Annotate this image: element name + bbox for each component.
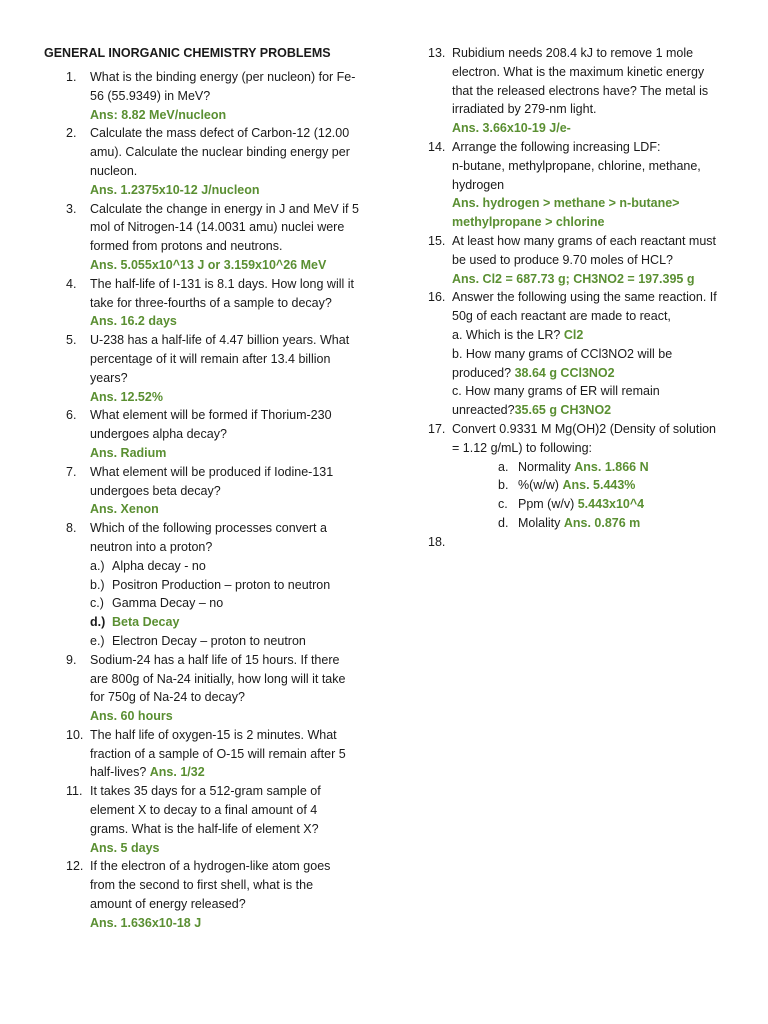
question-number: 8.	[66, 521, 77, 536]
question-text: What is the binding energy (per nucleon) for Fe-	[90, 70, 356, 84]
sub-item	[452, 514, 730, 533]
question-text: n-butane, methylpropane, chlorine, methane,	[452, 158, 701, 173]
question-number: 18.	[428, 534, 446, 549]
right-column	[424, 44, 730, 549]
question-number: 13.	[428, 46, 446, 60]
question-number: 12.	[66, 859, 84, 874]
answer: Ans. 1.866 N	[574, 459, 649, 474]
question-number: 11.	[66, 784, 83, 799]
question-text: Which of the following processes convert a	[90, 521, 327, 536]
question-text: element X to decay to a final amount of 4	[90, 803, 318, 818]
question-number: 7.	[66, 464, 77, 479]
question-text: The half life of oxygen-15 is 2 minutes. What	[90, 727, 337, 742]
question-text: U-238 has a half-life of 4.47 billion years. What	[90, 333, 350, 348]
sub-item	[452, 458, 730, 477]
sub-item	[452, 495, 730, 514]
question-text: take for three-fourths of a sample to decay?	[90, 295, 332, 310]
part-text: c. How many grams of ER will remain	[452, 384, 660, 399]
option-label: e.)	[90, 633, 105, 648]
question-text: years?	[90, 370, 128, 385]
answer: Beta Decay	[112, 615, 180, 630]
part-line	[452, 364, 730, 383]
question-text: percentage of it will remain after 13.4 billion	[90, 351, 331, 366]
question-text: It takes 35 days for a 512-gram sample of	[90, 784, 321, 799]
question-text: Calculate the change in energy in J and MeV if 5	[90, 201, 359, 216]
question-number: 2.	[66, 126, 77, 141]
question-text: nucleon.	[90, 163, 138, 178]
question-number: 17.	[428, 421, 446, 436]
question-item	[424, 288, 730, 420]
part-text: unreacted?	[452, 403, 515, 418]
question-item	[44, 463, 374, 519]
sub-label: c.	[498, 497, 508, 512]
part-line	[452, 326, 730, 345]
question-item	[44, 68, 374, 124]
option-text: Alpha decay - no	[112, 558, 206, 573]
answer: Ans. 3.66x10-19 J/e-	[452, 121, 571, 136]
question-number: 10.	[66, 727, 84, 742]
question-item	[44, 124, 374, 199]
sub-label: d.	[498, 515, 509, 530]
question-text: If the electron of a hydrogen-like atom goes	[90, 859, 331, 874]
sub-label: b.	[498, 478, 509, 493]
sub-text: Ppm (w/v)	[518, 497, 578, 512]
question-number: 6.	[66, 408, 77, 423]
question-text: be used to produce 9.70 moles of HCL?	[452, 252, 673, 267]
answer: 38.64 g CCl3NO2	[514, 365, 615, 380]
answer: methylpropane > chlorine	[452, 215, 605, 230]
question-item	[44, 726, 374, 782]
question-item	[44, 275, 374, 331]
option-item	[90, 613, 374, 632]
option-label: a.)	[90, 558, 105, 573]
question-text: The half-life of I-131 is 8.1 days. How long will it	[90, 276, 355, 291]
question-text: Convert 0.9331 M Mg(OH)2 (Density of solution	[452, 421, 716, 436]
question-item	[424, 232, 730, 288]
question-number: 9.	[66, 652, 77, 667]
question-number: 16.	[428, 290, 446, 305]
part-text: a. Which is the LR?	[452, 327, 564, 342]
answer: Ans. 0.876 m	[563, 515, 641, 530]
question-item	[424, 44, 730, 138]
question-item	[424, 138, 730, 232]
question-item	[44, 857, 374, 932]
question-text: Arrange the following increasing LDF:	[452, 139, 661, 154]
question-text: amount of energy released?	[90, 897, 246, 912]
answer: Ans. 1.636x10-18 J	[90, 915, 202, 930]
answer: 35.65 g CH3NO2	[514, 403, 612, 418]
question-text: neutron into a proton?	[90, 539, 213, 554]
question-text: for 750g of Na-24 to decay?	[90, 690, 245, 705]
answer: Ans. Xenon	[90, 502, 159, 517]
question-item	[44, 651, 374, 726]
question-text: formed from protons and neutrons.	[90, 239, 283, 254]
question-number: 4.	[66, 276, 77, 291]
question-text-with-answer	[90, 763, 374, 782]
option-label: c.)	[90, 596, 104, 611]
page-title: GENERAL INORGANIC CHEMISTRY PROBLEMS	[44, 46, 331, 60]
question-item	[44, 331, 374, 406]
answer: Ans. 5 days	[90, 840, 160, 855]
question-text: undergoes beta decay?	[90, 483, 221, 498]
question-text: amu). Calculate the nuclear binding energy per	[90, 145, 350, 160]
question-text: from the second to first shell, what is the	[90, 878, 314, 893]
answer: Cl2	[563, 327, 584, 342]
answer: Ans. hydrogen > methane > n-butane>	[452, 196, 680, 211]
question-number: 14.	[428, 139, 446, 154]
option-text: Positron Production – proton to neutron	[112, 577, 331, 592]
left-column	[44, 44, 374, 933]
sub-text: Molality	[518, 515, 564, 530]
question-text: Answer the following using the same reaction. If	[452, 290, 717, 305]
answer: Ans. Cl2 = 687.73 g; CH3NO2 = 197.395 g	[452, 271, 695, 286]
question-item	[424, 420, 730, 533]
question-item	[44, 519, 374, 651]
answer: Ans: 8.82 MeV/nucleon	[90, 107, 227, 122]
question-list-right	[424, 44, 730, 549]
option-label: b.)	[90, 577, 105, 592]
question-text: half-lives?	[90, 765, 147, 780]
question-text: that the released electrons have? The metal is	[452, 83, 709, 98]
question-item	[44, 406, 374, 462]
answer: Ans. 60 hours	[90, 709, 173, 724]
question-number: 3.	[66, 201, 77, 216]
question-text: fraction of a sample of O-15 will remain after 5	[90, 746, 346, 761]
question-text: electron. What is the maximum kinetic energy	[452, 64, 705, 79]
option-text: Gamma Decay – no	[112, 596, 224, 611]
question-text: Rubidium needs 208.4 kJ to remove 1 mole	[452, 46, 694, 60]
sub-label: a.	[498, 459, 509, 474]
question-item	[44, 200, 374, 275]
question-number: 5.	[66, 333, 77, 348]
answer: Ans. 5.443%	[562, 478, 636, 493]
sub-text: %(w/w)	[518, 478, 563, 493]
option-item	[90, 632, 374, 651]
part-text: b. How many grams of CCl3NO2 will be	[452, 346, 673, 361]
answer: Ans. Radium	[90, 445, 167, 460]
sub-text: Normality	[518, 459, 575, 474]
question-item	[44, 782, 374, 857]
question-number: 1.	[66, 70, 77, 84]
part-line	[452, 401, 730, 420]
option-label: d.)	[90, 615, 106, 630]
question-text: What element will be produced if Iodine-131	[90, 464, 334, 479]
question-text: 50g of each reactant are made to react,	[452, 309, 671, 324]
question-text: mol of Nitrogen-14 (14.0031 amu) nuclei were	[90, 220, 345, 235]
question-text: = 1.12 g/mL) to following:	[452, 440, 593, 455]
answer: Ans. 16.2 days	[90, 314, 177, 329]
question-text: Calculate the mass defect of Carbon-12 (12.00	[90, 126, 350, 141]
question-text: are 800g of Na-24 initially, how long will it take	[90, 671, 346, 686]
question-number: 15.	[428, 233, 446, 248]
answer: Ans. 12.52%	[90, 389, 163, 404]
question-text: At least how many grams of each reactant must	[452, 233, 717, 248]
sub-item	[452, 476, 730, 495]
question-text: irradiated by 279-nm light.	[452, 102, 597, 117]
option-text: Electron Decay – proton to neutron	[112, 633, 306, 648]
question-text: Sodium-24 has a half life of 15 hours. If there	[90, 652, 340, 667]
question-text: grams. What is the half-life of element X?	[90, 821, 319, 836]
question-text: hydrogen	[452, 177, 505, 192]
answer: Ans. 1/32	[149, 765, 205, 780]
answer: Ans. 1.2375x10-12 J/nucleon	[90, 182, 260, 197]
question-list-left	[44, 68, 374, 933]
question-text: What element will be formed if Thorium-230	[90, 408, 332, 423]
option-item	[90, 576, 374, 595]
answer: 5.443x10^4	[577, 497, 645, 512]
option-item	[90, 557, 374, 576]
answer: Ans. 5.055x10^13 J or 3.159x10^26 MeV	[90, 257, 327, 272]
question-text: 56 (55.9349) in MeV?	[90, 88, 211, 103]
part-text: produced?	[452, 365, 515, 380]
question-text: undergoes alpha decay?	[90, 427, 227, 442]
option-item	[90, 594, 374, 613]
